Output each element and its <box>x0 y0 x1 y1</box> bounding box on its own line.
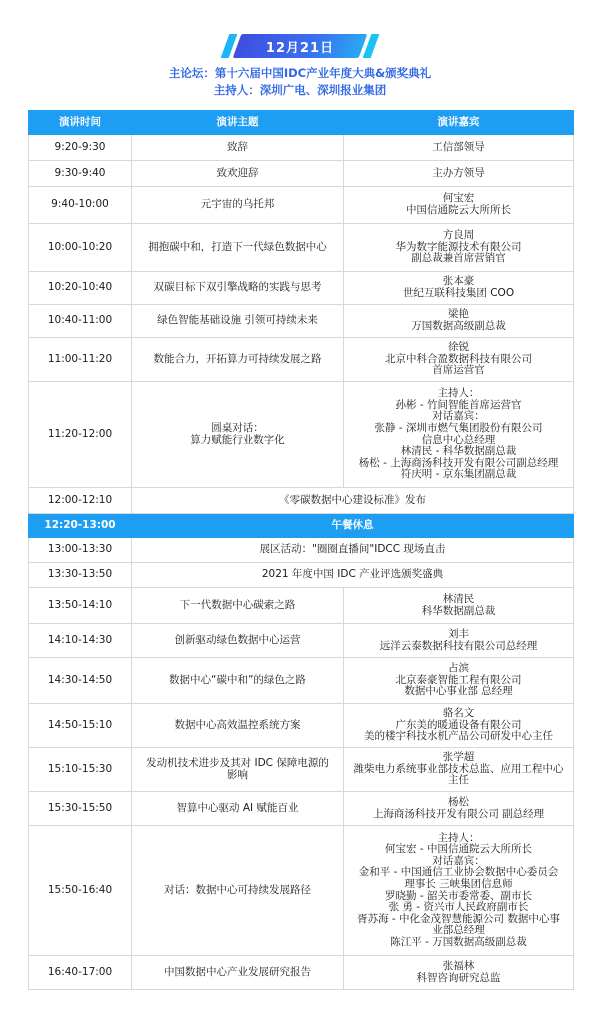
cell-topic <box>132 338 344 382</box>
cell-speaker <box>344 272 574 305</box>
cell-topic <box>132 563 574 588</box>
speaker-line: 林清民 <box>442 592 475 605</box>
speaker-line: 数据中心事业部 总经理 <box>404 685 513 698</box>
speaker-line: 占滨 <box>448 662 469 675</box>
cell-time: 9:30-9:40 <box>29 161 132 187</box>
cell-topic <box>132 748 344 792</box>
cell-time: 14:10-14:30 <box>29 624 132 658</box>
cell-topic <box>132 135 344 161</box>
topic-line: 元宇宙的乌托邦 <box>200 198 275 211</box>
speaker-line: 华为数字能源技术有限公司 <box>395 240 522 253</box>
speaker-line: 杨松 <box>448 795 469 808</box>
table-row <box>29 826 574 956</box>
cell-speaker <box>344 748 574 792</box>
cell-speaker <box>344 826 574 956</box>
cell-speaker <box>344 135 574 161</box>
table-row <box>29 488 574 514</box>
speaker-line: 对话嘉宾： <box>432 410 485 423</box>
speaker-line: 金和平 - 中国通信工业协会数据中心委员会 <box>358 866 559 879</box>
cell-topic <box>132 272 344 305</box>
speaker-line: 对话嘉宾： <box>432 854 485 867</box>
cell-speaker <box>344 704 574 748</box>
speaker-line: 刘丰 <box>448 627 469 640</box>
schedule-table <box>28 110 574 990</box>
table-row <box>29 704 574 748</box>
cell-topic <box>132 956 344 990</box>
cell-time: 12:00-12:10 <box>29 488 132 514</box>
speaker-line: 陈江平 - 万国数据高级副总裁 <box>390 935 527 948</box>
speaker-line: 林清民 - 科华数据副总裁 <box>400 445 517 458</box>
cell-topic <box>132 514 574 538</box>
speaker-line: 张静 - 深圳市燃气集团股份有限公司 <box>374 421 543 434</box>
topic-line: 数据中心高效温控系统方案 <box>174 718 301 731</box>
topic-line: 中国数据中心产业发展研究报告 <box>164 965 311 978</box>
table-row <box>29 187 574 224</box>
speaker-line: 主持人： <box>437 387 480 400</box>
topic-line: 影响 <box>227 768 248 781</box>
cell-speaker <box>344 956 574 990</box>
cell-topic <box>132 588 344 624</box>
topic-line: 双碳目标下双引擎战略的实践与思考 <box>153 281 322 294</box>
cell-time: 9:40-10:00 <box>29 187 132 224</box>
topic-line: 绿色智能基础设施 引领可持续未来 <box>157 314 318 327</box>
table-row <box>29 338 574 382</box>
topic-line: 圆桌对话： <box>211 421 264 434</box>
topic-line: 拥抱碳中和，打造下一代绿色数据中心 <box>148 240 327 253</box>
speaker-line: 张本豪 <box>442 275 475 288</box>
table-row <box>29 305 574 338</box>
table-row <box>29 956 574 990</box>
cell-time: 10:40-11:00 <box>29 305 132 338</box>
forum-title: 主论坛：第十六届中国IDC产业年度大典&颁奖典礼 <box>168 66 432 80</box>
speaker-line: 张福林 <box>442 959 475 972</box>
cell-time: 15:10-15:30 <box>29 748 132 792</box>
date-label: 12月21日 <box>265 41 335 56</box>
speaker-line: 何宝宏 - 中国信通院云大所所长 <box>385 843 532 856</box>
topic-line: 致欢迎辞 <box>216 166 259 179</box>
topic-line: 算力赋能行业数字化 <box>190 433 285 446</box>
cell-speaker <box>344 792 574 826</box>
speaker-line: 美的楼宇科技水机产品公司研发中心主任 <box>364 730 553 743</box>
speaker-line: 胥苏海 - 中化金茂智慧能源公司 数据中心事 <box>357 912 560 925</box>
cell-time: 14:30-14:50 <box>29 658 132 704</box>
speaker-line: 罗晓勤 - 韶关市委常委、副市长 <box>385 889 532 902</box>
table-row <box>29 792 574 826</box>
speaker-line: 徐锐 <box>448 341 469 354</box>
cell-time: 13:30-13:50 <box>29 563 132 588</box>
cell-speaker <box>344 588 574 624</box>
speaker-line: 业部总经理 <box>432 924 485 937</box>
speaker-line: 孙彬 - 竹间智能首席运营官 <box>395 398 522 411</box>
table-row <box>29 135 574 161</box>
speaker-line: 远洋云泰数据科技有限公司总经理 <box>379 639 538 652</box>
speaker-line: 骆名文 <box>442 707 475 720</box>
speaker-line: 首席运营官 <box>432 364 485 377</box>
cell-speaker <box>344 224 574 272</box>
topic-line: 发动机技术进步及其对 IDC 保障电源的 <box>146 756 329 769</box>
cell-topic <box>132 624 344 658</box>
cell-speaker <box>344 624 574 658</box>
topic-line: 对话：数据中心可持续发展路径 <box>164 883 311 896</box>
table-row <box>29 588 574 624</box>
table-row <box>29 624 574 658</box>
speaker-line: 科华数据副总裁 <box>421 604 496 617</box>
speaker-line: 符庆明 - 京东集团副总裁 <box>400 468 517 481</box>
header-speaker: 演讲嘉宾 <box>344 111 574 135</box>
speaker-line: 北京中科合盈数据科技有限公司 <box>385 352 532 365</box>
speaker-line: 工信部领导 <box>432 140 485 153</box>
cell-time: 11:20-12:00 <box>29 382 132 488</box>
speaker-line: 张 勇 - 资兴市人民政府副市长 <box>388 901 529 914</box>
cell-topic <box>132 658 344 704</box>
cell-speaker <box>344 305 574 338</box>
cell-time: 12:20-13:00 <box>29 514 132 538</box>
cell-topic <box>132 538 574 563</box>
table-row <box>29 563 574 588</box>
speaker-line: 理事长 三峡集团信息师 <box>404 877 513 890</box>
cell-time: 13:50-14:10 <box>29 588 132 624</box>
topic-line: 数能合力，开拓算力可持续发展之路 <box>153 352 322 365</box>
speaker-line: 梁艳 <box>448 308 469 321</box>
cell-speaker <box>344 382 574 488</box>
table-row <box>29 272 574 305</box>
topic-line: 数据中心“碳中和”的绿色之路 <box>169 673 306 686</box>
cell-topic <box>132 161 344 187</box>
table-row <box>29 161 574 187</box>
cell-topic <box>132 704 344 748</box>
speaker-line: 信息中心总经理 <box>421 433 496 446</box>
cell-topic <box>132 826 344 956</box>
cell-speaker <box>344 338 574 382</box>
topic-line: 创新驱动绿色数据中心运营 <box>174 633 301 646</box>
speaker-line: 世纪互联科技集团 COO <box>402 287 515 299</box>
cell-speaker <box>344 658 574 704</box>
table-row <box>29 748 574 792</box>
table-row <box>29 382 574 488</box>
speaker-line: 广东美的暖通设备有限公司 <box>395 718 522 731</box>
topic-line: 《零碳数据中心建设标准》发布 <box>279 493 426 506</box>
date-banner <box>0 33 600 59</box>
speaker-line: 杨松 - 上海商汤科技开发有限公司副总经理 <box>358 456 559 469</box>
speaker-line: 主办方领导 <box>432 166 485 179</box>
table-row <box>29 538 574 563</box>
cell-time: 15:50-16:40 <box>29 826 132 956</box>
cell-time: 13:00-13:30 <box>29 538 132 563</box>
topic-line: 致辞 <box>227 140 248 153</box>
topic-line: 午餐休息 <box>331 518 374 531</box>
cell-speaker <box>344 161 574 187</box>
speaker-line: 副总裁兼首席营销官 <box>411 252 506 265</box>
topic-line: 2021 年度中国 IDC 产业评选颁奖盛典 <box>261 568 444 581</box>
speaker-line: 主任 <box>448 774 469 787</box>
table-row <box>29 224 574 272</box>
table-row <box>29 658 574 704</box>
topic-line: 下一代数据中心碳索之路 <box>179 598 296 611</box>
cell-topic <box>132 305 344 338</box>
header-time: 演讲时间 <box>29 111 132 135</box>
speaker-line: 何宝宏 <box>442 192 475 205</box>
speaker-line: 万国数据高级副总裁 <box>411 320 506 332</box>
speaker-line: 中国信通院云大所所长 <box>406 204 511 216</box>
topic-line: 智算中心驱动 AI 赋能百业 <box>176 801 299 814</box>
cell-topic <box>132 187 344 224</box>
cell-time: 10:20-10:40 <box>29 272 132 305</box>
speaker-line: 科智咨询研究总监 <box>416 971 501 984</box>
speaker-line: 上海商汤科技开发有限公司 副总经理 <box>372 807 545 820</box>
speaker-line: 潍柴电力系统事业部技术总监、应用工程中心 <box>353 762 564 775</box>
cell-time: 14:50-15:10 <box>29 704 132 748</box>
cell-topic <box>132 792 344 826</box>
table-header-row <box>29 111 574 135</box>
cell-time: 15:30-15:50 <box>29 792 132 826</box>
cell-topic <box>132 224 344 272</box>
table-row <box>29 514 574 538</box>
cell-time: 9:20-9:30 <box>29 135 132 161</box>
cell-topic <box>132 382 344 488</box>
cell-time: 10:00-10:20 <box>29 224 132 272</box>
cell-time: 16:40-17:00 <box>29 956 132 990</box>
speaker-line: 北京泰豪智能工程有限公司 <box>395 673 522 686</box>
forum-host: 主持人：深圳广电、深圳报业集团 <box>213 83 387 97</box>
cell-topic <box>132 488 574 514</box>
schedule-body <box>29 135 574 990</box>
speaker-line: 主持人： <box>437 831 480 844</box>
cell-speaker <box>344 187 574 224</box>
cell-time: 11:00-11:20 <box>29 338 132 382</box>
header-topic: 演讲主题 <box>132 111 344 135</box>
speaker-line: 方良周 <box>442 229 475 242</box>
topic-line: 展区活动："圈圈直播间"IDCC 现场直击 <box>259 543 446 556</box>
speaker-line: 张学超 <box>442 751 475 764</box>
